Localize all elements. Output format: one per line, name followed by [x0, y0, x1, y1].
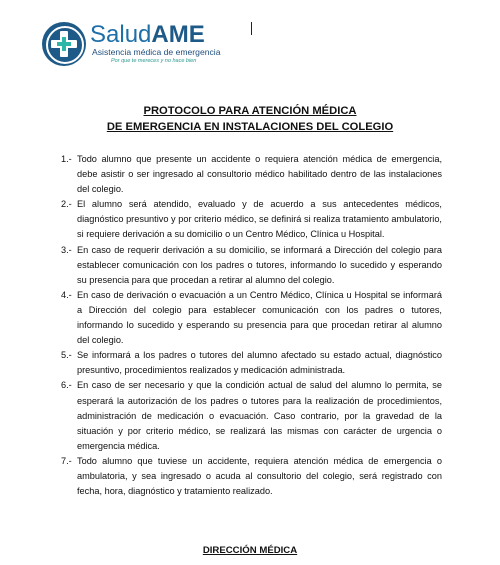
signature-label: DIRECCIÓN MÉDICA	[202, 545, 298, 556]
text-cursor	[251, 22, 252, 35]
item-text: Se informará a los padres o tutores del alumno afectado su estado actual, diagnóstico presuntivo, procedimientos realizados y medicación administrada.	[77, 350, 442, 376]
item-text: En caso de ser necesario y que la condición actual de salud del alumno lo permita, se esperará la autorización de los padres o tutores para la realización de procedimientos, administración de medicación o evacuación. Caso contrario, por la gravedad de la situación y por criterio médico, se realizará las mismas con carácter de urgencia o emergencia médica.	[77, 380, 442, 451]
item-text: El alumno será atendido, evaluado y de acuerdo a sus antecedentes médicos, diagnóstico presuntivo y por criterio médico, se definirá si realiza tratamiento ambulatorio, si requiere derivación a su domicilio o un Centro Médico, Clínica u Hospital.	[77, 199, 442, 240]
item-number: 5.-	[61, 350, 72, 361]
protocol-item	[61, 288, 442, 348]
brand-tagline: Asistencia médica de emergencia	[92, 47, 221, 57]
protocol-item	[61, 243, 442, 288]
item-number: 6.-	[61, 380, 72, 391]
item-text: Todo alumno que tuviese un accidente, requiera atención médica de emergencia o ambulatoria, y sea ingresado o acuda al consultorio del colegio, será registrado con fecha, hora, diagnóstico y tratamiento realizado.	[77, 455, 442, 497]
item-text: En caso de requerir derivación a su domicilio, se informará a Dirección del colegio para establecer comunicación con los padres o tutores, informando lo sucedido y esperando su presencia para que procedan a retirar al alumno del colegio.	[77, 244, 442, 285]
protocol-item	[61, 197, 442, 242]
item-number: 3.-	[61, 244, 72, 255]
item-number: 4.-	[61, 289, 72, 300]
medical-cross-icon	[42, 22, 86, 66]
item-text: Todo alumno que presente un accidente o requiera atención médica de emergencia, debe asistir o ser ingresado al consultorio médico habilitado dentro de las instalaciones del colegio.	[77, 154, 442, 195]
protocol-item	[61, 152, 442, 197]
item-number: 1.-	[61, 154, 72, 164]
brand-part2: AME	[151, 21, 205, 48]
document-title-line1: PROTOCOLO PARA ATENCIÓN MÉDICA	[143, 105, 357, 117]
protocol-list	[61, 152, 442, 499]
document-title-line2: DE EMERGENCIA EN INSTALACIONES DEL COLEGIO	[106, 121, 394, 133]
item-text: En caso de derivación o evacuación a un Centro Médico, Clínica u Hospital se informará a Dirección del colegio para establecer comunicación con los padres o tutores, informando lo sucedido y esperando su presencia para que procedan retirar al alumno del colegio.	[77, 289, 442, 346]
salud-ame-logo	[42, 20, 221, 72]
protocol-item	[61, 348, 442, 378]
brand-slogan: Por que te mereces y no hace bien	[111, 58, 197, 64]
item-number: 2.-	[61, 199, 72, 210]
item-number: 7.-	[61, 455, 72, 466]
protocol-item	[61, 454, 442, 499]
protocol-item	[61, 378, 442, 453]
brand-name	[90, 22, 205, 48]
brand-part1: Salud	[90, 21, 152, 48]
